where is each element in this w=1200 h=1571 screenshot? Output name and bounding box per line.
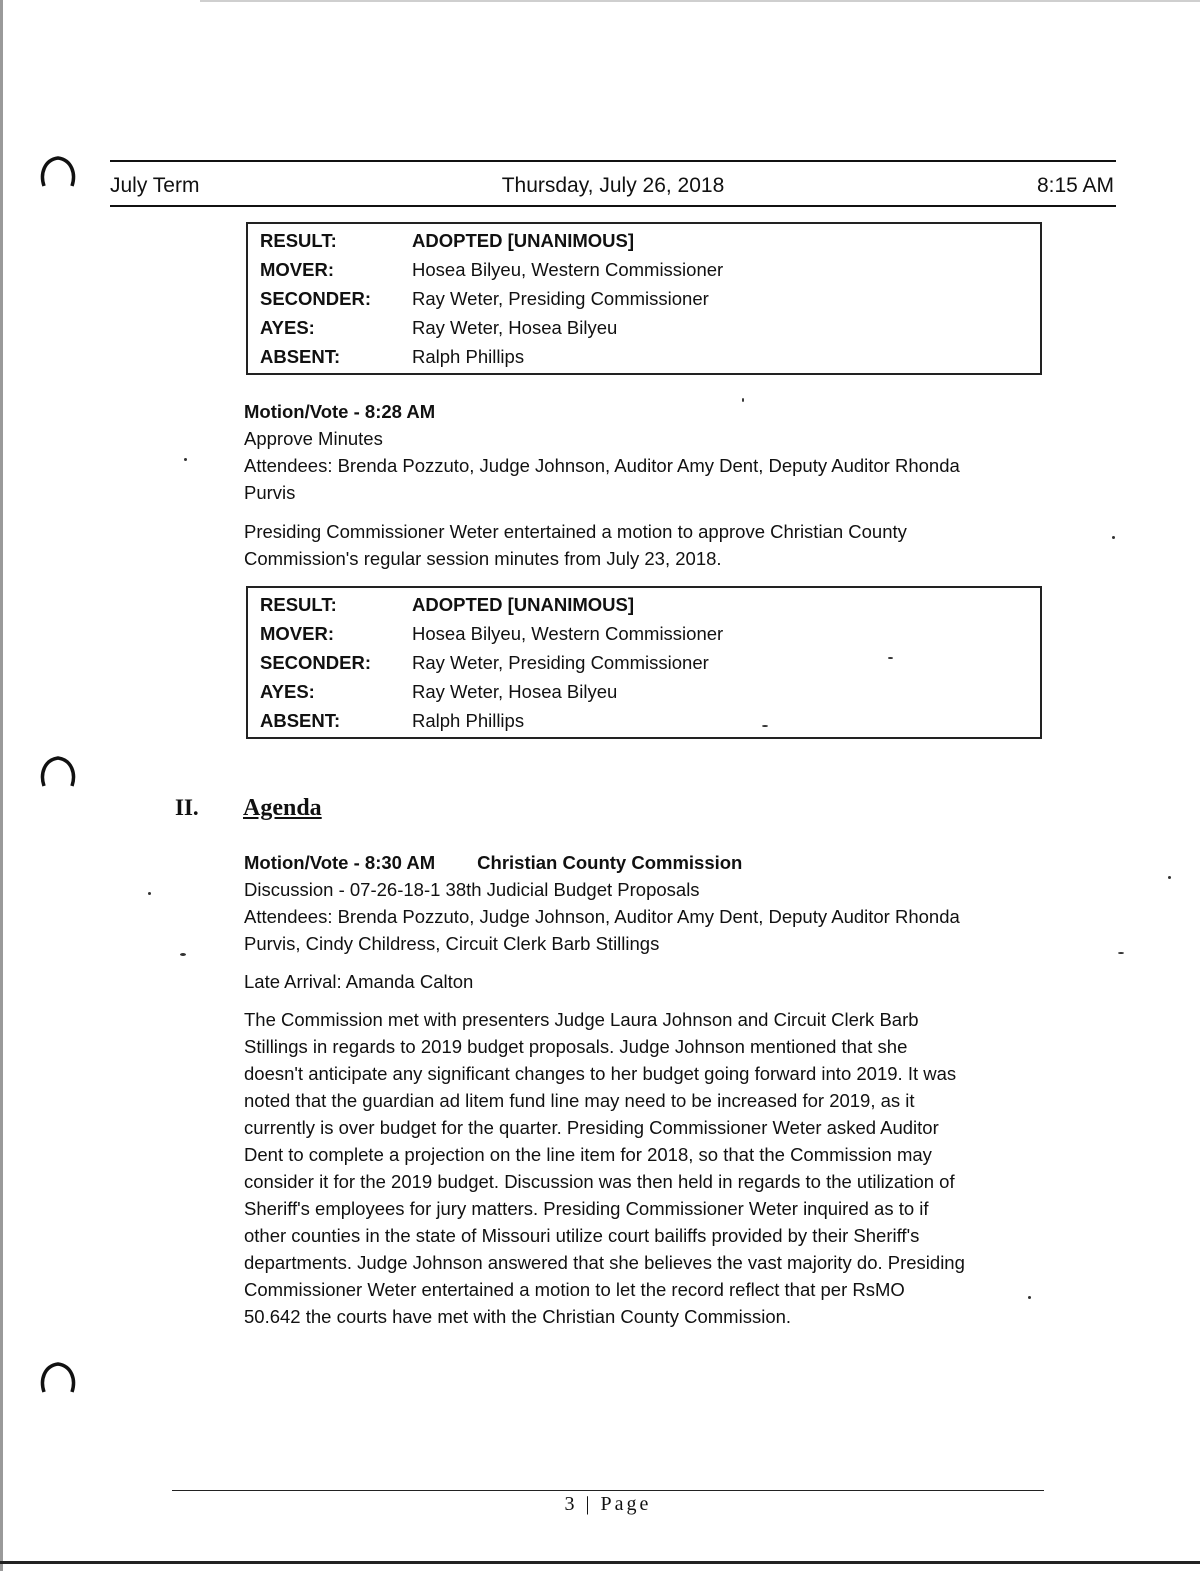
punch-hole-icon (38, 752, 78, 792)
paragraph-line: other counties in the state of Missouri utilize court bailiffs provided by their Sheriff's (244, 1225, 920, 1246)
vote-row-result (260, 226, 1028, 255)
attendees-line: Purvis (244, 482, 296, 503)
vote-row-ayes (260, 677, 1028, 706)
vote-label: AYES: (260, 316, 315, 338)
vote-label: MOVER: (260, 258, 334, 280)
vote-label: RESULT: (260, 593, 337, 615)
vote-value: Ray Weter, Presiding Commissioner (412, 651, 709, 673)
vote-row-absent (260, 342, 1028, 371)
scan-speck (762, 725, 768, 727)
vote-value: Ralph Phillips (412, 709, 525, 731)
punch-hole-icon (38, 1358, 78, 1398)
motion-heading-time: Motion/Vote - 8:30 AM (244, 852, 436, 873)
header-time: 8:15 AM (1036, 174, 1114, 197)
section-number: II. (175, 795, 199, 820)
attendees-line: Attendees: Brenda Pozzuto, Judge Johnson, Auditor Amy Dent, Deputy Auditor Rhonda (244, 455, 960, 476)
attendees-line: Attendees: Brenda Pozzuto, Judge Johnson, Auditor Amy Dent, Deputy Auditor Rhonda (244, 906, 960, 927)
vote-label: RESULT: (260, 229, 337, 251)
motion-heading: Motion/Vote - 8:28 AM (244, 401, 436, 422)
section-title: Agenda (243, 795, 322, 821)
vote-row-absent (260, 706, 1028, 735)
vote-label: MOVER: (260, 622, 334, 644)
motion-paragraph (244, 1006, 1054, 1330)
paragraph-line: The Commission met with presenters Judge Laura Johnson and Circuit Clerk Barb (244, 1009, 919, 1030)
paragraph-line: doesn't anticipate any significant changes to her budget going forward into 2019. It was (244, 1063, 957, 1084)
motion-paragraph-line: Commission's regular session minutes from July 23, 2018. (244, 548, 722, 569)
vote-row-result (260, 590, 1028, 619)
vote-result-table (246, 586, 1042, 739)
scan-edge-bottom (0, 1561, 1200, 1564)
scan-edge-top (200, 0, 1200, 2)
vote-label: SECONDER: (260, 651, 372, 673)
motion-heading-org: Christian County Commission (477, 852, 743, 873)
vote-value: Hosea Bilyeu, Western Commissioner (412, 622, 724, 644)
paragraph-line: consider it for the 2019 budget. Discussion was then held in regards to the utilization of (244, 1171, 955, 1192)
vote-value: ADOPTED [UNANIMOUS] (412, 593, 634, 615)
vote-value: ADOPTED [UNANIMOUS] (412, 229, 634, 251)
page-header (110, 160, 1116, 210)
attendees-line: Purvis, Cindy Childress, Circuit Clerk Barb Stillings (244, 933, 660, 954)
motion-approve-minutes (244, 398, 1044, 572)
scan-speck (1168, 876, 1171, 879)
scan-speck (1118, 952, 1124, 954)
scan-speck (742, 398, 744, 402)
scan-edge-left (0, 0, 3, 1571)
paragraph-line: Sheriff's employees for jury matters. Presiding Commissioner Weter inquired as to if (244, 1198, 929, 1219)
vote-label: ABSENT: (260, 709, 341, 731)
scan-speck (888, 657, 893, 659)
vote-label: ABSENT: (260, 345, 341, 367)
motion-budget-proposals (244, 849, 1054, 1330)
vote-row-seconder (260, 648, 1028, 677)
paragraph-line: Stillings in regards to 2019 budget proposals. Judge Johnson mentioned that she (244, 1036, 908, 1057)
footer-rule (172, 1490, 1044, 1491)
paragraph-line: Commissioner Weter entertained a motion to let the record reflect that per RsMO (244, 1279, 905, 1300)
scan-speck (148, 892, 151, 895)
vote-row-seconder (260, 284, 1028, 313)
vote-value: Ray Weter, Presiding Commissioner (412, 287, 709, 309)
scan-speck (184, 458, 187, 461)
paragraph-line: Dent to complete a projection on the line item for 2018, so that the Commission may (244, 1144, 932, 1165)
vote-value: Ray Weter, Hosea Bilyeu (412, 316, 618, 338)
scan-speck (180, 953, 186, 956)
late-arrival: Late Arrival: Amanda Calton (244, 971, 474, 992)
vote-value: Ray Weter, Hosea Bilyeu (412, 680, 618, 702)
scan-speck (1028, 1296, 1031, 1299)
vote-row-mover (260, 255, 1028, 284)
punch-hole-icon (38, 152, 78, 192)
page-number: 3 | Page (564, 1493, 652, 1515)
header-rule-top (110, 160, 1116, 162)
vote-row-ayes (260, 313, 1028, 342)
vote-result-table (246, 222, 1042, 375)
vote-label: SECONDER: (260, 287, 372, 309)
paragraph-line: currently is over budget for the quarter. Presiding Commissioner Weter asked Auditor (244, 1117, 939, 1138)
vote-value: Ralph Phillips (412, 345, 525, 367)
vote-value: Hosea Bilyeu, Western Commissioner (412, 258, 724, 280)
scan-speck (1112, 536, 1115, 539)
paragraph-line: 50.642 the courts have met with the Christian County Commission. (244, 1306, 792, 1327)
header-date: Thursday, July 26, 2018 (501, 174, 725, 197)
vote-label: AYES: (260, 680, 315, 702)
paragraph-line: departments. Judge Johnson answered that she believes the vast majority do. Presiding (244, 1252, 965, 1273)
motion-paragraph-line: Presiding Commissioner Weter entertained a motion to approve Christian County (244, 521, 907, 542)
discussion-line: Discussion - 07-26-18-1 38th Judicial Budget Proposals (244, 879, 700, 900)
header-term: July Term (110, 174, 200, 197)
header-rule-bottom (110, 205, 1116, 207)
vote-row-mover (260, 619, 1028, 648)
motion-subject: Approve Minutes (244, 428, 383, 449)
motion-heading (244, 849, 1054, 876)
paragraph-line: noted that the guardian ad litem fund line may need to be increased for 2019, as it (244, 1090, 915, 1111)
